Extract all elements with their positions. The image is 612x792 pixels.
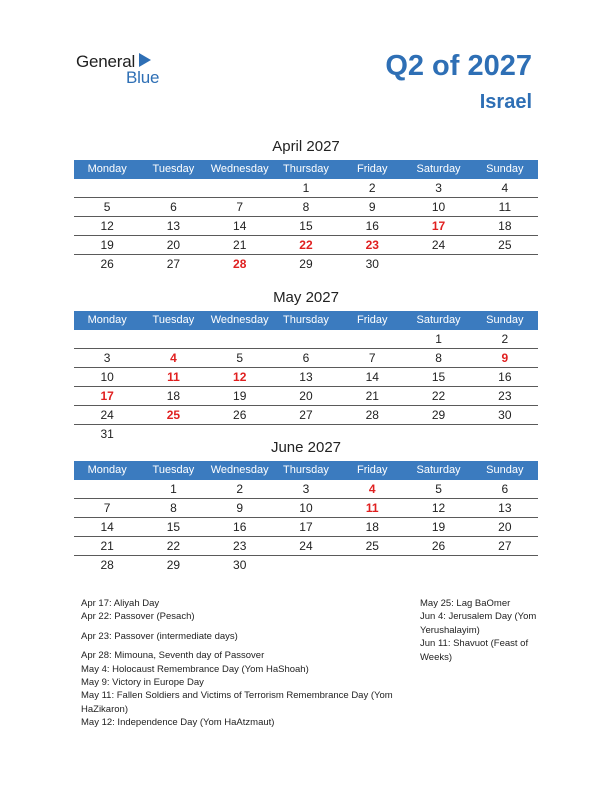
day-cell: 15 — [166, 520, 181, 534]
week-row — [74, 537, 538, 556]
day-cell: 23 — [498, 389, 512, 403]
brand-word-blue: Blue — [126, 68, 160, 87]
day-cell: 22 — [431, 389, 446, 403]
weekday-header: Sunday — [486, 163, 524, 175]
month-calendar-may — [74, 288, 538, 443]
day-cell: 5 — [103, 200, 111, 214]
day-cell: 7 — [236, 200, 244, 214]
weekday-header-row — [74, 311, 538, 330]
day-cell: 21 — [100, 539, 114, 553]
weekday-header: Friday — [356, 314, 388, 326]
day-cell — [140, 179, 206, 197]
day-cell: 14 — [100, 520, 114, 534]
day-cell: 29 — [166, 558, 181, 572]
weekday-header: Tuesday — [152, 163, 195, 175]
day-cell — [472, 255, 538, 273]
holiday-day-cell: 25 — [166, 408, 181, 422]
day-cell: 6 — [302, 351, 310, 365]
day-cell: 14 — [233, 219, 247, 233]
week-row — [74, 330, 538, 349]
day-cell: 21 — [233, 238, 247, 252]
day-cell — [74, 179, 140, 197]
weekday-header: Saturday — [416, 314, 461, 326]
brand-logo — [76, 52, 176, 92]
month-calendar-june — [74, 438, 538, 574]
day-cell — [273, 330, 339, 348]
day-cell: 11 — [498, 200, 512, 214]
day-cell — [472, 556, 538, 574]
day-cell: 3 — [302, 482, 310, 496]
weekday-header: Wednesday — [210, 464, 269, 476]
day-cell: 16 — [498, 370, 512, 384]
day-cell: 15 — [299, 219, 313, 233]
day-cell: 6 — [170, 200, 177, 214]
day-cell: 2 — [368, 181, 376, 195]
day-cell: 14 — [365, 370, 379, 384]
weekday-header: Thursday — [283, 464, 329, 476]
day-cell: 26 — [431, 539, 446, 553]
day-cell: 5 — [435, 482, 442, 496]
day-cell: 21 — [365, 389, 379, 403]
week-row — [74, 556, 538, 574]
day-cell: 26 — [100, 257, 114, 271]
holiday-note: Jun 4: Jerusalem Day (Yom Yerushalayim) — [420, 611, 537, 636]
day-cell: 7 — [368, 351, 376, 365]
holiday-note: Apr 17: Aliyah Day — [81, 598, 160, 609]
holiday-day-cell: 17 — [431, 219, 446, 233]
holiday-day-cell: 11 — [167, 370, 180, 384]
holiday-day-cell: 4 — [170, 351, 177, 365]
day-cell — [74, 480, 140, 498]
day-cell: 30 — [365, 257, 379, 271]
holiday-note: Apr 23: Passover (intermediate days) — [81, 630, 238, 642]
day-cell: 28 — [365, 408, 379, 422]
week-row — [74, 518, 538, 537]
day-cell: 25 — [365, 539, 379, 553]
day-cell: 27 — [166, 257, 181, 271]
day-cell: 29 — [431, 408, 446, 422]
weekday-header: Saturday — [416, 464, 461, 476]
day-cell: 20 — [166, 238, 181, 252]
week-row — [74, 406, 538, 425]
day-cell: 19 — [431, 520, 446, 534]
week-row — [74, 236, 538, 255]
day-cell: 18 — [498, 219, 512, 233]
holiday-note: May 4: Holocaust Remembrance Day (Yom HaShoah) — [81, 663, 309, 675]
day-cell: 13 — [498, 501, 512, 515]
holiday-note: Apr 28: Mimouna, Seventh day of Passover — [81, 650, 265, 662]
week-row — [74, 368, 538, 387]
weekday-header-row — [74, 461, 538, 480]
weekday-header: Friday — [356, 464, 388, 476]
day-cell: 8 — [302, 200, 310, 214]
day-cell — [405, 255, 471, 273]
weekday-header: Monday — [87, 314, 127, 326]
day-cell — [207, 179, 273, 197]
day-cell: 13 — [299, 370, 313, 384]
holiday-note: Jun 11: Shavuot (Feast of Weeks) — [420, 638, 529, 663]
holiday-note: May 12: Independence Day (Yom HaAtzmaut) — [81, 717, 275, 729]
day-cell: 24 — [431, 238, 446, 252]
week-row — [74, 387, 538, 406]
weekday-header: Wednesday — [210, 163, 269, 175]
day-cell: 3 — [435, 181, 442, 195]
week-row — [74, 179, 538, 198]
day-cell: 9 — [236, 501, 244, 515]
day-cell: 8 — [170, 501, 177, 515]
day-cell: 22 — [166, 539, 181, 553]
weekday-header: Thursday — [283, 314, 329, 326]
day-cell: 10 — [431, 200, 446, 214]
day-cell: 20 — [498, 520, 512, 534]
day-cell: 1 — [302, 181, 310, 195]
day-cell: 24 — [100, 408, 114, 422]
day-cell: 27 — [498, 539, 512, 553]
month-title: April 2027 — [272, 138, 340, 155]
holiday-note: May 11: Fallen Soldiers and Victims of Terrorism Remembrance Day (Yom HaZikaron) — [81, 690, 393, 715]
holiday-note: May 9: Victory in Europe Day — [81, 677, 204, 689]
weekday-header: Sunday — [486, 464, 524, 476]
week-row — [74, 349, 538, 368]
day-cell: 31 — [100, 427, 114, 441]
day-cell: 30 — [233, 558, 247, 572]
day-cell: 28 — [100, 558, 114, 572]
day-cell: 1 — [170, 482, 177, 496]
holiday-note: Apr 22: Passover (Pesach) — [81, 611, 195, 623]
holiday-day-cell: 12 — [233, 370, 247, 384]
weekday-header-row — [74, 160, 538, 179]
month-title: June 2027 — [270, 439, 342, 456]
weekday-header: Thursday — [283, 163, 329, 175]
day-cell: 6 — [501, 482, 509, 496]
day-cell: 24 — [299, 539, 313, 553]
day-cell — [339, 330, 405, 348]
day-cell — [207, 330, 273, 348]
day-cell: 9 — [368, 200, 376, 214]
week-row — [74, 255, 538, 273]
holiday-notes-right — [420, 597, 545, 664]
holiday-note: May 25: Lag BaOmer — [420, 598, 511, 609]
day-cell: 20 — [299, 389, 313, 403]
country-name: Israel — [479, 91, 532, 113]
day-cell — [405, 556, 471, 574]
week-row — [74, 217, 538, 236]
day-cell: 19 — [100, 238, 114, 252]
holiday-day-cell: 22 — [299, 238, 313, 252]
weekday-header: Saturday — [416, 163, 461, 175]
day-cell: 19 — [233, 389, 247, 403]
day-cell: 8 — [435, 351, 442, 365]
day-cell: 23 — [233, 539, 247, 553]
week-row — [74, 499, 538, 518]
day-cell: 17 — [299, 520, 313, 534]
weekday-header: Monday — [87, 163, 127, 175]
day-cell: 12 — [431, 501, 446, 515]
weekday-header: Sunday — [486, 314, 524, 326]
holiday-day-cell: 17 — [100, 389, 114, 403]
day-cell: 26 — [233, 408, 247, 422]
day-cell: 1 — [435, 332, 442, 346]
month-title: May 2027 — [273, 289, 339, 306]
weekday-header: Friday — [356, 163, 388, 175]
holiday-day-cell: 9 — [501, 351, 509, 365]
holiday-day-cell: 11 — [365, 501, 379, 515]
flag-icon — [139, 53, 151, 67]
brand-word-general: General — [76, 52, 136, 71]
weekday-header: Monday — [87, 464, 127, 476]
day-cell — [74, 330, 140, 348]
day-cell: 12 — [100, 219, 114, 233]
day-cell: 13 — [166, 219, 181, 233]
day-cell: 10 — [299, 501, 313, 515]
holiday-day-cell: 23 — [365, 238, 379, 252]
holiday-notes-left — [81, 597, 401, 730]
week-row — [74, 480, 538, 499]
day-cell: 16 — [365, 219, 379, 233]
weekday-header: Tuesday — [152, 314, 195, 326]
day-cell — [273, 556, 339, 574]
day-cell: 29 — [299, 257, 313, 271]
day-cell: 5 — [236, 351, 244, 365]
day-cell: 27 — [299, 408, 313, 422]
page-title: Q2 of 2027 — [385, 50, 532, 82]
day-cell: 18 — [365, 520, 379, 534]
day-cell: 16 — [233, 520, 247, 534]
day-cell — [339, 556, 405, 574]
day-cell: 30 — [498, 408, 512, 422]
week-row — [74, 198, 538, 217]
day-cell: 2 — [236, 482, 244, 496]
day-cell: 2 — [501, 332, 509, 346]
day-cell — [140, 330, 206, 348]
weekday-header: Wednesday — [210, 314, 269, 326]
day-cell: 25 — [498, 238, 512, 252]
month-calendar-april — [74, 137, 538, 273]
day-cell: 4 — [501, 181, 509, 195]
day-cell: 7 — [103, 501, 111, 515]
day-cell: 18 — [166, 389, 181, 403]
weekday-header: Tuesday — [152, 464, 195, 476]
day-cell: 10 — [100, 370, 114, 384]
day-cell: 15 — [431, 370, 446, 384]
holiday-day-cell: 4 — [368, 482, 376, 496]
holiday-day-cell: 28 — [233, 257, 247, 271]
day-cell: 3 — [103, 351, 111, 365]
